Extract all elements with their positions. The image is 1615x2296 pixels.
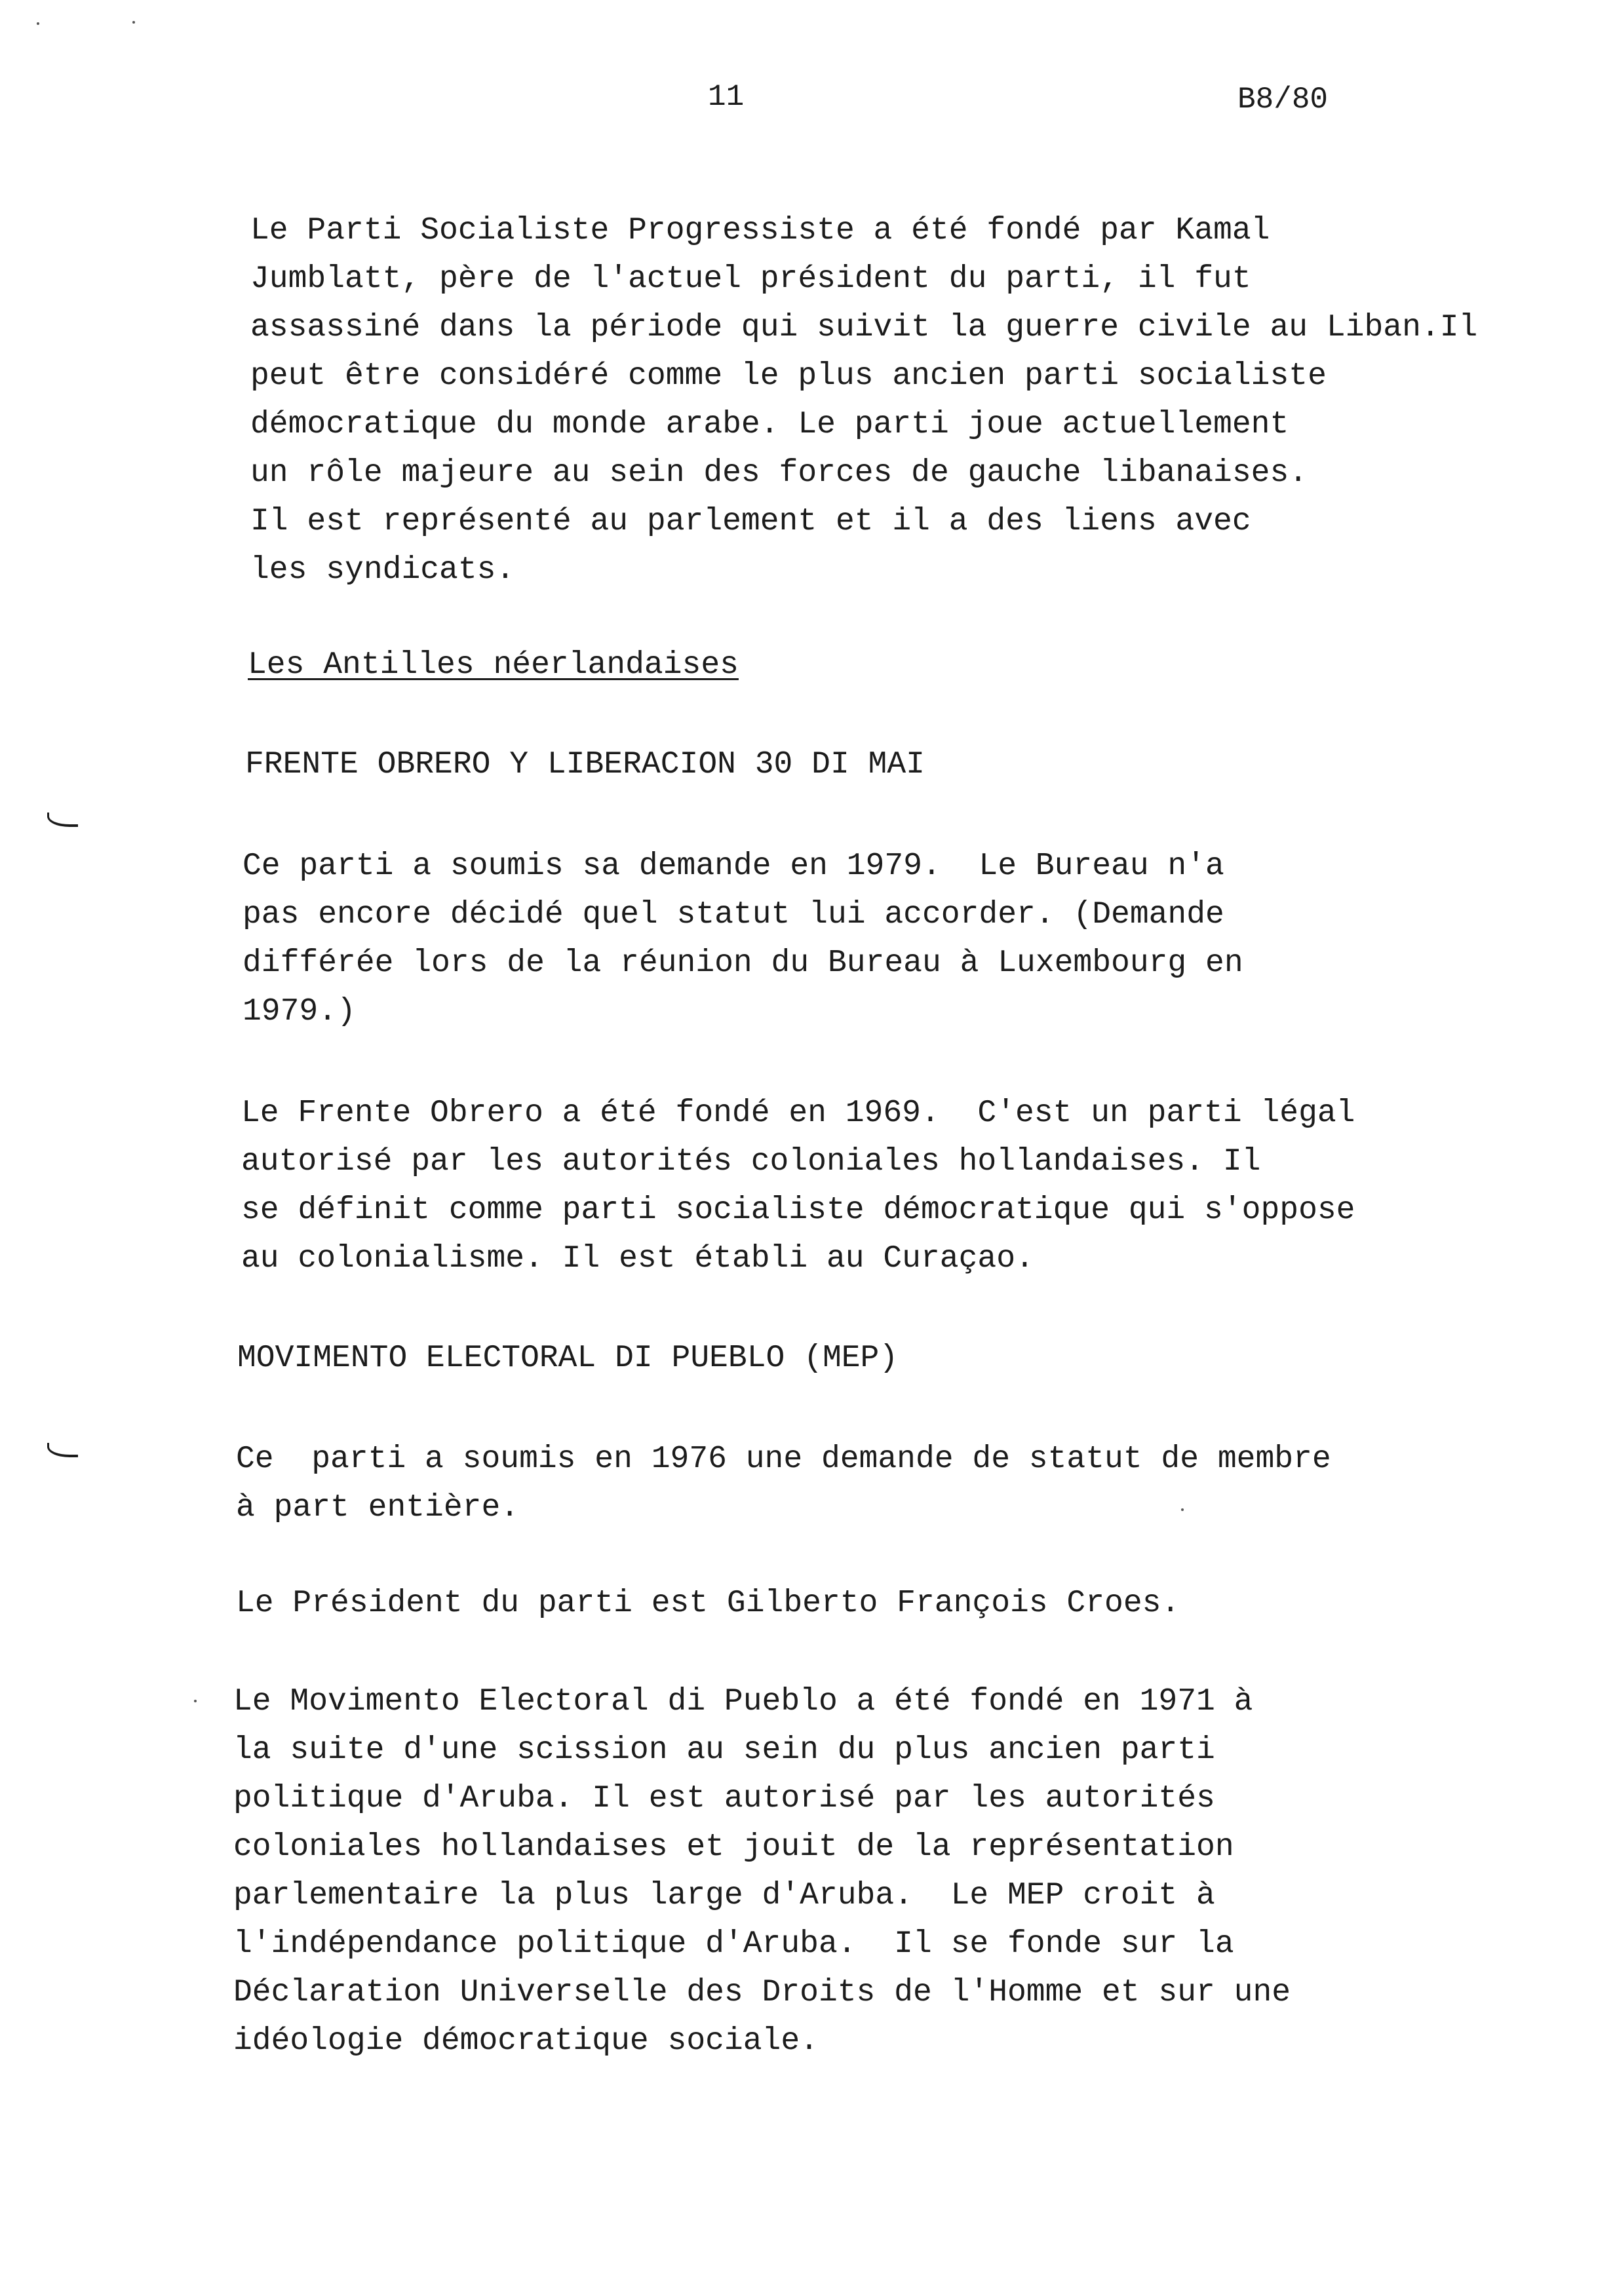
page-number: 11 <box>708 80 745 114</box>
scan-speck <box>1181 1508 1184 1511</box>
paragraph-mep-request: Ce parti a soumis en 1976 une demande de statut de membre à part entière. <box>236 1442 1331 1525</box>
margin-tick-mark <box>47 813 78 827</box>
party-heading-mep: MOVIMENTO ELECTORAL DI PUEBLO (MEP) <box>237 1341 899 1376</box>
document-reference: B8/80 <box>1237 83 1329 117</box>
scan-speck <box>37 22 39 25</box>
party-heading-frente: FRENTE OBRERO Y LIBERACION 30 DI MAI <box>245 747 925 782</box>
paragraph-mep-description: Le Movimento Electoral di Pueblo a été fondé en 1971 à la suite d'une scission au sein du plus ancien parti politique d'Aruba. Il est autorisé par les autorités coloniales hollandaises et jouit de la représentation parlementaire la plus large d'Aruba. Le MEP croit à l'indépendance politique d'Aruba. Il se fonde sur la Déclaration Universelle des Droits de l'Homme et sur une idéologie démocratique sociale. <box>233 1684 1291 2059</box>
paragraph-frente-request: Ce parti a soumis sa demande en 1979. Le Bureau n'a pas encore décidé quel statut lui accorder. (Demande différée lors de la réunion du Bureau à Luxembourg en 1979.) <box>243 849 1243 1029</box>
margin-tick-mark <box>47 1443 78 1457</box>
scan-speck <box>132 21 135 24</box>
paragraph-psp: Le Parti Socialiste Progressiste a été fondé par Kamal Jumblatt, père de l'actuel président du parti, il fut assassiné dans la période qui suivit la guerre civile au Liban.Il peut être considéré comme le plus ancien parti socialiste démocratique du monde arabe. Le parti joue actuellement un rôle majeure au sein des forces de gauche libanaises. Il est représenté au parlement et il a des liens avec les syndicats. <box>250 213 1478 588</box>
section-heading: Les Antilles néerlandaises <box>248 647 739 683</box>
paragraph-frente-description: Le Frente Obrero a été fondé en 1969. C'est un parti légal autorisé par les autorités coloniales hollandaises. Il se définit comme parti socialiste démocratique qui s'oppose au colonialisme. Il est établi au Curaçao. <box>241 1096 1355 1276</box>
scan-speck <box>194 1700 197 1702</box>
paragraph-mep-president: Le Président du parti est Gilberto François Croes. <box>236 1586 1180 1621</box>
